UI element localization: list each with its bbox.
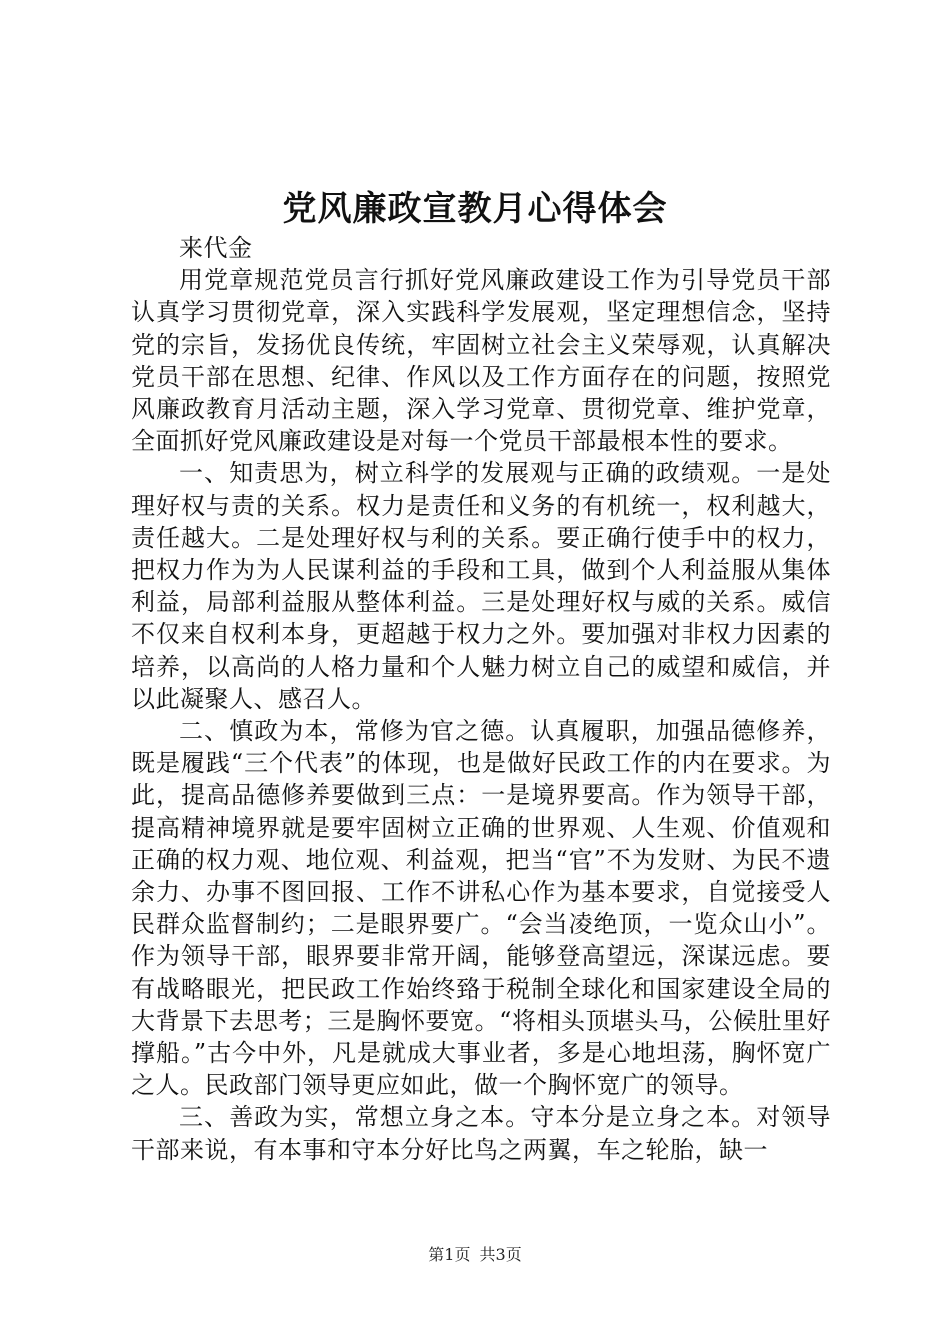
page-footer [0, 1245, 950, 1265]
document-body [131, 232, 831, 1166]
paragraph-section-one: 一、知责思为，树立科学的发展观与正确的政绩观。一是处理好权与责的关系。权力是责任和义务的有机统一，权利越大，责任越大。二是处理好权与利的关系。要正确行使手中的权力，把权力作为为人民谋利益的手段和工具，做到个人利益服从集体利益，局部利益服从整体利益。三是处理好权与威的关系。威信不仅来自权利本身，更超越于权力之外。要加强对非权力因素的培养，以高尚的人格力量和个人魅力树立自己的威望和威信，并以此凝聚人、感召人。 [131, 459, 831, 713]
document-title: 党风廉政宣教月心得体会 [282, 189, 668, 229]
paragraph-section-three: 三、善政为实，常想立身之本。守本分是立身之本。对领导干部来说，有本事和守本分好比鸟之两翼，车之轮胎，缺一 [131, 1103, 831, 1164]
paragraph-section-two: 二、慎政为本，常修为官之德。认真履职，加强品德修养，既是履践“三个代表”的体现，也是做好民政工作的内在要求。为此，提高品德修养要做到三点：一是境界要高。作为领导干部，提高精神境界就是要牢固树立正确的世界观、人生观、价值观和正确的权力观、地位观、利益观，把当“官”不为发财、为民不遗余力、办事不图回报、工作不讲私心作为基本要求，自觉接受人民群众监督制约；二是眼界要广。“会当凌绝顶，一览众山小”。作为领导干部，眼界要非常开阔，能够登高望远，深谋远虑。要有战略眼光，把民政工作始终臵于税制全球化和国家建设全局的大背景下去思考；三是胸怀要宽。“将相头顶堪头马，公候肚里好撑船。”古今中外，凡是就成大事业者，多是心地坦荡，胸怀宽广之人。民政部门领导更应如此，做一个胸怀宽广的领导。 [131, 717, 831, 1100]
author-name: 来代金 [179, 234, 253, 262]
page-total: 共3页 [479, 1245, 522, 1264]
paragraph-intro: 用党章规范党员言行抓好党风廉政建设工作为引导党员干部认真学习贯彻党章，深入实践科学发展观，坚定理想信念，坚持党的宗旨，发扬优良传统，牢固树立社会主义荣辱观，认真解决党员干部在思想、纪律、作风以及工作方面存在的问题，按照党风廉政教育月活动主题，深入学习党章、贯彻党章、维护党章，全面抓好党风廉政建设是对每一个党员干部最根本性的要求。 [131, 266, 831, 456]
page-number: 第1页 [428, 1245, 471, 1264]
